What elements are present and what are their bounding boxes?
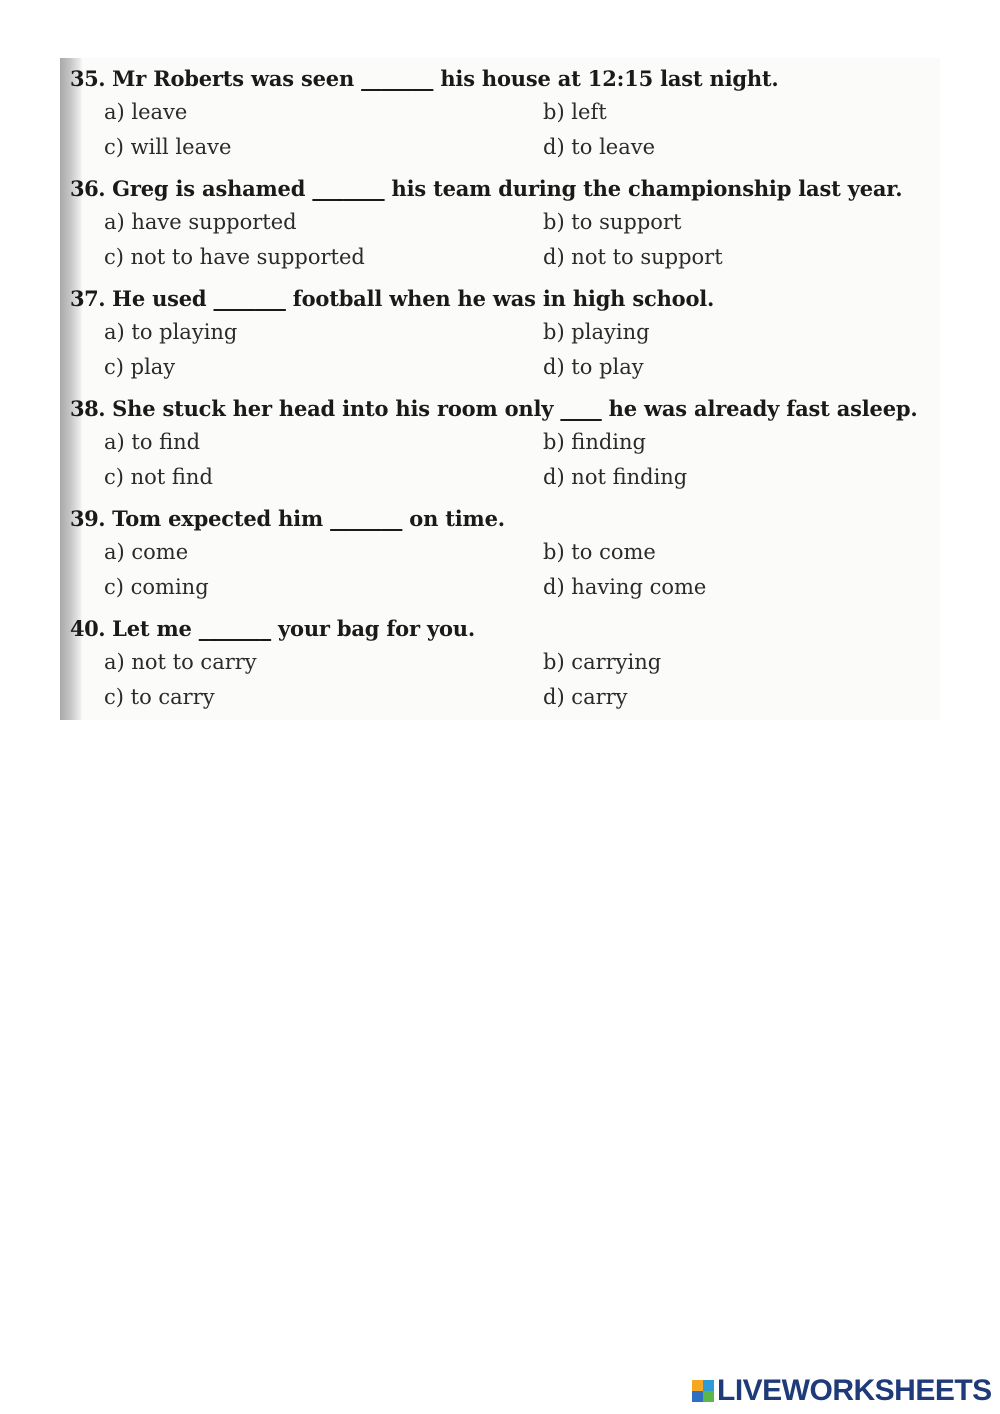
option-b[interactable]: b) to come bbox=[543, 540, 656, 564]
option-b[interactable]: b) to support bbox=[543, 210, 682, 234]
question-38 bbox=[70, 396, 935, 506]
question-number: 36. bbox=[70, 176, 106, 201]
question-number: 38. bbox=[70, 396, 106, 421]
logo-square-2 bbox=[703, 1380, 714, 1391]
option-b[interactable]: b) finding bbox=[543, 430, 646, 454]
question-number: 40. bbox=[70, 616, 106, 641]
question-stem bbox=[70, 506, 505, 531]
logo-text: LIVEWORKSHEETS bbox=[717, 1374, 992, 1407]
question-39 bbox=[70, 506, 935, 616]
option-c[interactable]: c) to carry bbox=[104, 685, 215, 709]
question-stem bbox=[70, 286, 714, 311]
question-text: She stuck her head into his room only ____ he was already fast asleep. bbox=[112, 396, 918, 421]
question-number: 35. bbox=[70, 66, 106, 91]
option-c[interactable]: c) will leave bbox=[104, 135, 232, 159]
option-a[interactable]: a) come bbox=[104, 540, 189, 564]
liveworksheets-logo bbox=[692, 1376, 992, 1406]
option-b[interactable]: b) left bbox=[543, 100, 607, 124]
option-c[interactable]: c) coming bbox=[104, 575, 209, 599]
question-stem bbox=[70, 66, 779, 91]
question-37 bbox=[70, 286, 935, 396]
option-c[interactable]: c) play bbox=[104, 355, 176, 379]
option-d[interactable]: d) not finding bbox=[543, 465, 688, 489]
option-c[interactable]: c) not find bbox=[104, 465, 213, 489]
question-35 bbox=[70, 66, 935, 176]
question-text: Tom expected him _______ on time. bbox=[112, 506, 505, 531]
question-text: Let me _______ your bag for you. bbox=[112, 616, 475, 641]
question-number: 39. bbox=[70, 506, 106, 531]
option-d[interactable]: d) having come bbox=[543, 575, 707, 599]
option-a[interactable]: a) to playing bbox=[104, 320, 238, 344]
option-a[interactable]: a) not to carry bbox=[104, 650, 257, 674]
option-c[interactable]: c) not to have supported bbox=[104, 245, 365, 269]
option-a[interactable]: a) have supported bbox=[104, 210, 297, 234]
question-text: Mr Roberts was seen _______ his house at 12:15 last night. bbox=[112, 66, 779, 91]
option-a[interactable]: a) to find bbox=[104, 430, 201, 454]
option-d[interactable]: d) to play bbox=[543, 355, 644, 379]
option-d[interactable]: d) carry bbox=[543, 685, 628, 709]
option-b[interactable]: b) carrying bbox=[543, 650, 662, 674]
logo-square-3 bbox=[692, 1391, 703, 1402]
question-36 bbox=[70, 176, 935, 286]
question-text: Greg is ashamed _______ his team during the championship last year. bbox=[112, 176, 903, 201]
option-a[interactable]: a) leave bbox=[104, 100, 188, 124]
option-d[interactable]: d) not to support bbox=[543, 245, 723, 269]
option-b[interactable]: b) playing bbox=[543, 320, 650, 344]
question-text: He used _______ football when he was in high school. bbox=[112, 286, 715, 311]
question-list bbox=[70, 66, 935, 726]
question-stem bbox=[70, 176, 902, 201]
option-d[interactable]: d) to leave bbox=[543, 135, 656, 159]
scanned-page bbox=[60, 58, 940, 720]
liveworksheets-logo-icon bbox=[692, 1380, 714, 1402]
question-stem bbox=[70, 396, 917, 421]
question-40 bbox=[70, 616, 935, 726]
logo-square-4 bbox=[703, 1391, 714, 1402]
question-stem bbox=[70, 616, 475, 641]
logo-square-1 bbox=[692, 1380, 703, 1391]
question-number: 37. bbox=[70, 286, 106, 311]
